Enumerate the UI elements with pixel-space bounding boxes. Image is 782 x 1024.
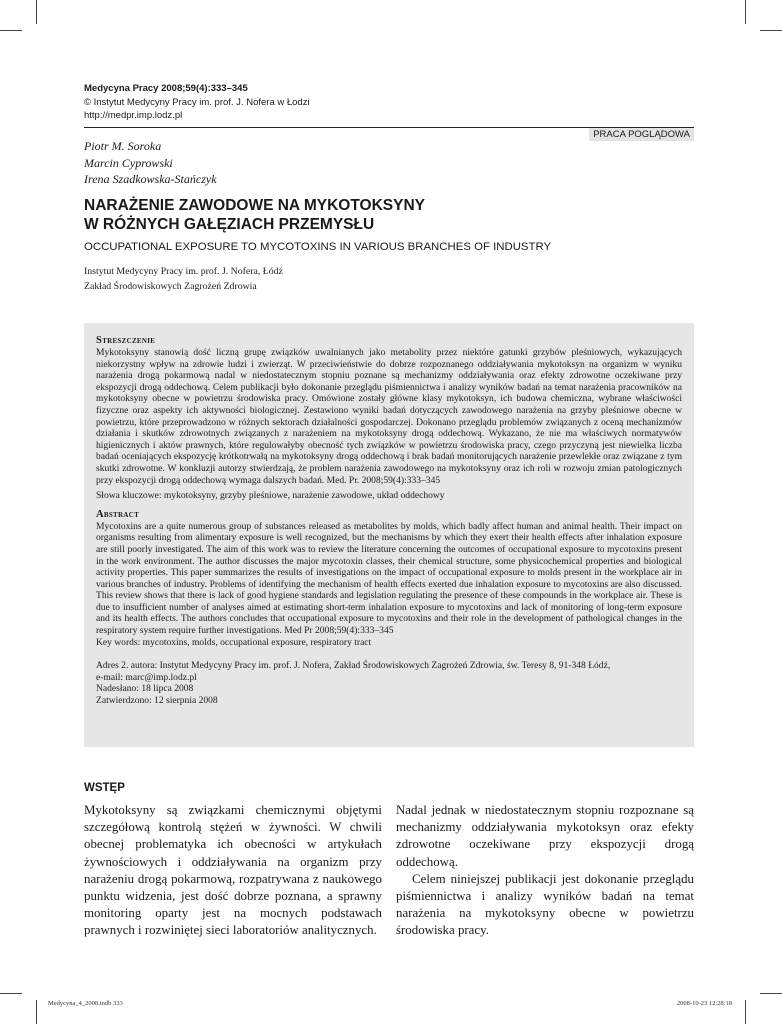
streszczenie-heading: Streszczenie	[96, 335, 156, 346]
article-title	[84, 196, 425, 234]
author: Marcin Cyprowski	[84, 155, 173, 170]
crop-mark	[745, 0, 746, 24]
body-paragraph: Nadal jednak w niedostatecznym stopniu rozpoznane są mechanizmy oddziaływania mykotoksyn oraz efekty zdrowotne oczekiwane przy ekspozycji drogą oddechową.	[396, 803, 694, 869]
author: Piotr M. Soroka	[84, 139, 162, 153]
body-column-right	[396, 802, 694, 940]
author-list	[84, 138, 217, 188]
crop-mark	[36, 0, 37, 24]
crop-mark	[760, 993, 782, 994]
affiliation	[84, 265, 283, 294]
title-line: NARAŻENIE ZAWODOWE NA MYKOTOKSYNY	[84, 197, 426, 214]
correspondence-email[interactable]: e-mail: marc@imp.lodz.pl	[96, 671, 197, 683]
footer-timestamp: 2008-10-23 12:28:18	[676, 1000, 732, 1007]
crop-mark	[36, 1000, 37, 1024]
streszczenie-text: Mykotoksyny stanowią dość liczną grupę związków uwalnianych jako metabolity przez niektóre gatunki grzybów pleśniowych, wykazujących niekorzystny wpływ na zdrowie ludzi i zwierząt. W przeciwieństwie do dobrze rozpoznanego oddziaływania mykotoksyn na organizm w wyniku narażenia drogą pokarmową nadal w niedostatecznym stopniu poznane są mechanizmy oddziaływania oraz efekty zdrowotne oczekiwane przy ekspozycji drogą oddechową. Celem publikacji było dokonanie przeglądu piśmiennictwa i analizy wyników badań na temat narażenia pracowników na mykotoksyny obecne w powietrzu środowiska pracy. Omówione zostały główne klasy mykotoksyn, ich budowa chemiczna, wybrane właściwości fizyczne oraz aspekty ich aktywności biologicznej. Zestawiono wyniki badań dotyczących zawodowego narażenia na grzyby pleśniowe obecne w powietrzu, które przeprowadzono w różnych sektorach działalności gospodarczej. Dokonano przeglądu problemów związanych z oceną mechanizmów działania i skutków zdrowotnych związanych z narażeniem na mykotoksyny drogą oddechową. Wykazano, że nie ma właściwych normatywów higienicznych i aktów prawnych, które regulowałyby obecność tych związków w powietrzu środowiska pracy, czego przyczyną jest niewielka liczba badań oceniających ekspozycję krótkotrwałą na mykotoksyny drogą oddechową i brak badań monitorujących narażenie przewlekłe oraz związane z tym skutki zdrowotne. W konkluzji autorzy stwierdzają, że problem narażenia zawodowego na mykotoksyny oraz ich roli w rozwoju zmian patologicznych przy ekspozycji drogą oddechową wymaga dalszych badań. Med. Pr. 2008;59(4):333–345	[96, 347, 682, 486]
streszczenie-keywords: Słowa kluczowe: mykotoksyny, grzyby pleśniowe, narażenie zawodowe, układ oddechowy	[96, 490, 445, 502]
received-date: Nadesłano: 18 lipca 2008	[96, 683, 194, 695]
title-line: W RÓŻNYCH GAŁĘZIACH PRZEMYSŁU	[84, 216, 375, 233]
approved-date: Zatwierdzono: 12 sierpnia 2008	[96, 695, 218, 707]
footer-file: Medycyna_4_2008.indb 333	[48, 1000, 123, 1007]
affiliation-line: Instytut Medycyny Pracy im. prof. J. Nofera, Łódź	[84, 266, 283, 277]
abstract-box	[84, 323, 694, 747]
journal-url[interactable]: http://medpr.imp.lodz.pl	[84, 110, 183, 121]
abstract-text: Mycotoxins are a quite numerous group of substances released as metabolites by molds, which badly affect human and animal health. Their impact on organisms resulting from alimentary exposure is well recognized, but the mechanisms by which they exert their health effects after inhalation exposure are still poorly investigated. The aim of this work was to review the literature concerning the outcomes of occupational exposure to mycotoxins present in the work environment. The author discusses the major mycotoxin classes, their chemical structure, some physicochemical properties and biological activity properties. This paper summarizes the results of investigations on the impact of occupational exposure to molds present in the workplace air in various branches of industry. Problems of identifying the mechanism of health effects exerted due inhalation exposure to mycotoxins are also discussed. This review shows that there is lack of good hygiene standards and legislation regulating the presence of these compounds in the workplace air. These is due to insufficient number of analyses aimed at estimating short-term inhalation exposure to mycotoxins and lack of monitoring of long-term exposure and its health effects. The authors concludes that occupational exposure to mycotoxins and their role in the development of pathological changes in the respiratory system require further investigations. Med Pr 2008;59(4):333–345	[96, 520, 682, 637]
section-heading: WSTĘP	[84, 782, 125, 794]
crop-mark	[0, 30, 22, 31]
section-badge: PRACA POGLĄDOWA	[589, 128, 694, 141]
crop-mark	[0, 993, 22, 994]
affiliation-line: Zakład Środowiskowych Zagrożeń Zdrowia	[84, 280, 257, 292]
correspondence	[96, 660, 682, 706]
author: Irena Szadkowska-Stańczyk	[84, 172, 217, 186]
correspondence-address: Adres 2. autora: Instytut Medycyny Pracy im. prof. J. Nofera, Zakład Środowiskowych Zagrożeń Zdrowia, św. Teresy 8, 91-348 Łódź,	[96, 660, 611, 672]
crop-mark	[745, 1000, 746, 1024]
english-title: OCCUPATIONAL EXPOSURE TO MYCOTOXINS IN VARIOUS BRANCHES OF INDUSTRY	[84, 241, 552, 253]
abstract-keywords: Key words: mycotoxins, molds, occupational exposure, respiratory tract	[96, 636, 372, 648]
journal-copyright: © Instytut Medycyny Pracy im. prof. J. Nofera w Łodzi	[84, 96, 310, 108]
body-paragraph: Mykotoksyny są związkami chemicznymi objętymi szczegółową kontrolą stężeń w żywności. W chwili obecnej problematyka ich obecności w artykułach żywnościowych i oddziaływania na organizm przy narażeniu drogą pokarmową, rozpatrywana z naukowego punktu widzenia, jest dość dobrze poznana, a sprawny monitoring oparty jest na mocnych podstawach prawnych i rozwiniętej sieci laboratoriów analitycznych.	[84, 803, 382, 938]
crop-mark	[760, 30, 782, 31]
journal-meta	[84, 82, 310, 123]
abstract-heading: Abstract	[96, 508, 140, 520]
body-column-left	[84, 802, 382, 940]
journal-citation: Medycyna Pracy 2008;59(4):333–345	[84, 83, 248, 94]
body-paragraph: Celem niniejszej publikacji jest dokonanie przeglądu piśmiennictwa i analizy wyników badań na temat narażenia na mykotoksyny obecne w powietrzu środowiska pracy.	[396, 871, 694, 938]
